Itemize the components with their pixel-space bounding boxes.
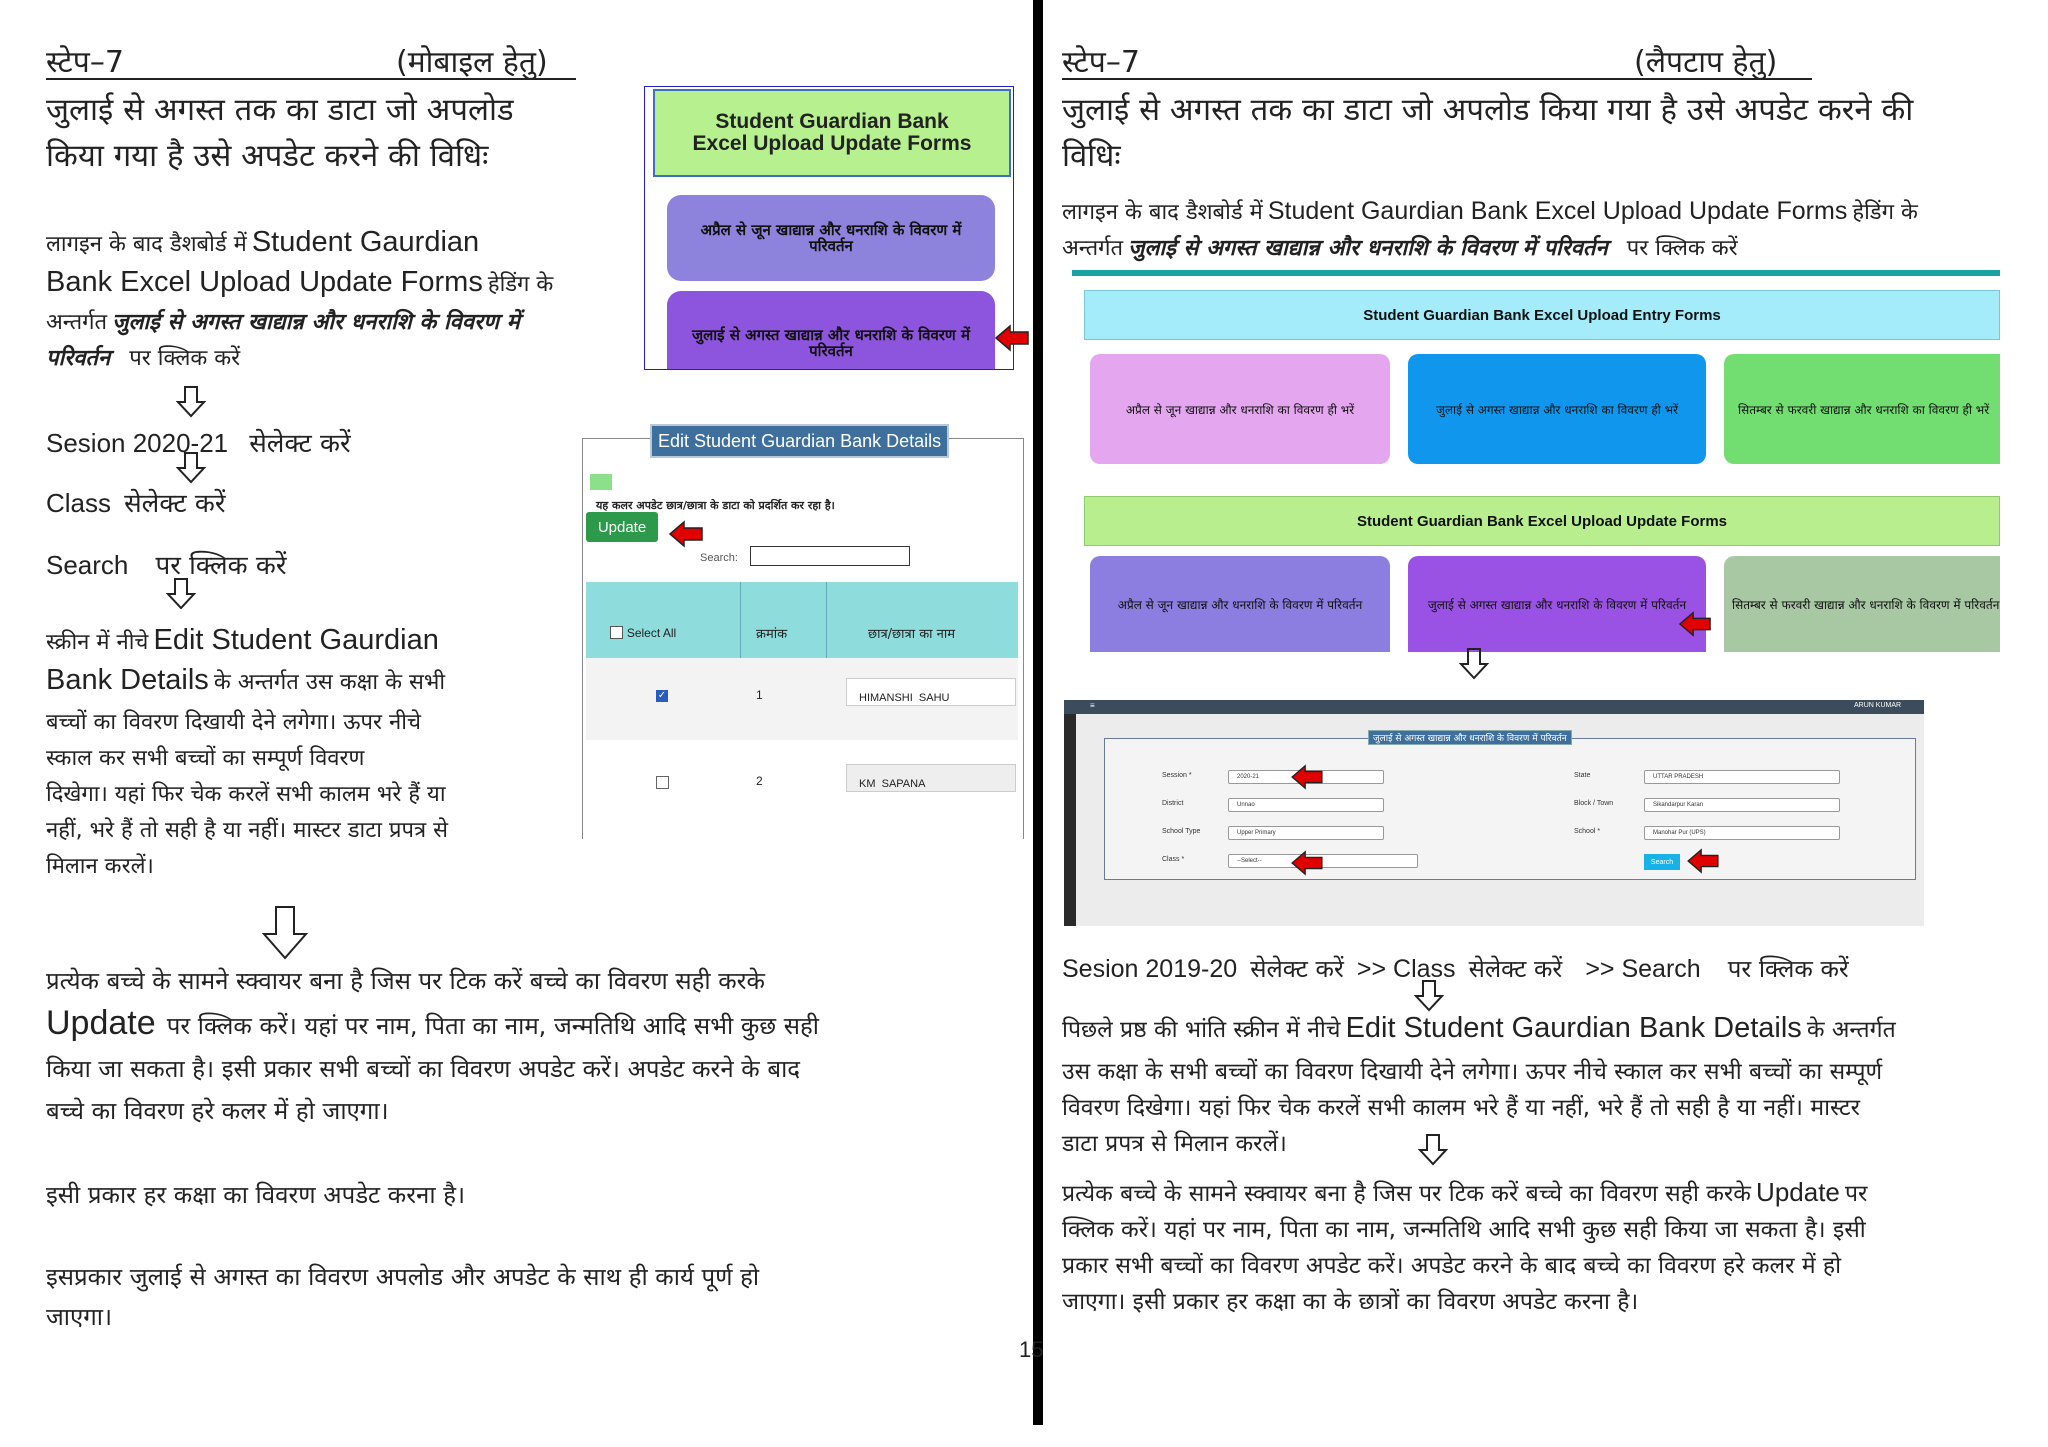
col-serial[interactable]: क्रमांक	[756, 627, 788, 642]
text: जुलाई से अगस्त खाद्यान्न और धनराशि का विवरण ही भरें	[1435, 402, 1679, 417]
down-arrow-icon	[262, 906, 308, 960]
right-para2-line4: डाटा प्रपत्र से मिलान करलें।	[1062, 1131, 1287, 1157]
school-select[interactable]	[1644, 826, 1840, 840]
text: Upper Primary	[1237, 830, 1276, 836]
down-arrow-icon	[1458, 648, 1490, 680]
text: Search	[1650, 858, 1674, 866]
text: पर क्लिक करें	[129, 346, 241, 371]
text: सितम्बर से फरवरी खाद्यान्न और धनराशि का विवरण ही भरें	[1738, 402, 1990, 417]
state-label: State	[1574, 772, 1591, 779]
down-arrow-icon	[166, 578, 196, 610]
text: सितम्बर से फरवरी खाद्यान्न और धनराशि के विवरण में परिवर्तन	[1732, 597, 2000, 612]
row-checkbox-checked[interactable]: ✓	[657, 690, 667, 701]
july-august-update-button[interactable]	[667, 291, 995, 369]
district-label: District	[1162, 800, 1184, 807]
down-arrow-icon	[1414, 980, 1444, 1012]
session-label: Session *	[1162, 772, 1192, 779]
right-para1-line2	[1062, 232, 1738, 262]
right-para2-line2: उस कक्षा के सभी बच्चों का विवरण दिखायी देने लगेगा। ऊपर नीचे स्काल कर सभी बच्चों का सम्पूर्ण	[1062, 1059, 1883, 1085]
update-tile-sep-feb[interactable]	[1724, 556, 2000, 652]
entry-forms-header	[1084, 290, 2000, 340]
down-arrow-icon	[176, 452, 206, 484]
text: Update	[597, 518, 647, 536]
right-para3-line1	[1062, 1176, 1867, 1208]
text: जुलाई से अगस्त खाद्यान्न और धनराशि के विवरण में परिवर्तन	[692, 326, 970, 360]
menu-icon[interactable]: ≡	[1090, 701, 1095, 710]
left-para2-line5: दिखेगा। यहां फिर चेक करलें सभी कालम भरे हैं या	[46, 782, 446, 807]
text: अप्रैल से जून खाद्यान्न और धनराशि के विवरण में परिवर्तन	[700, 221, 962, 255]
left-para1-line3	[46, 306, 520, 336]
text: KM SAPANA	[859, 778, 926, 790]
search-input[interactable]	[750, 546, 910, 566]
text: लागइन के बाद डैशबोर्ड में	[1062, 200, 1263, 225]
left-para3-line1: प्रत्येक बच्चे के सामने स्क्वायर बना है जिस पर टिक करें बच्चे का विवरण सही करके	[46, 967, 765, 995]
form-sidebar	[1064, 714, 1076, 926]
right-para3-line3: प्रकार सभी बच्चों का विवरण अपडेट करें। अपडेट करने के बाद बच्चे का विवरण हरे कलर में हो	[1062, 1253, 1842, 1279]
left-para1-line4	[46, 342, 240, 372]
screenshot-edit-details	[578, 416, 1030, 840]
left-para2-line1	[46, 624, 439, 657]
left-para2-line2	[46, 664, 445, 697]
entry-tile-jul-aug[interactable]	[1408, 354, 1706, 464]
left-heading-line1: जुलाई से अगस्त तक का डाटा जो अपलोड	[46, 92, 514, 128]
left-para5-line1: इसप्रकार जुलाई से अगस्त का विवरण अपलोड और अपडेट के साथ ही कार्य पूर्ण हो	[46, 1263, 760, 1291]
text: Edit Student Gaurdian	[153, 624, 439, 656]
green-color-legend	[590, 474, 612, 490]
state-select[interactable]	[1644, 770, 1840, 784]
form-topbar	[1064, 700, 1924, 714]
text: अन्तर्गत	[1062, 236, 1124, 261]
text: सेलेक्ट करें	[1468, 955, 1563, 983]
text: Sesion 2020-21	[46, 428, 229, 458]
left-para1-line1	[46, 226, 479, 259]
left-step-search	[46, 546, 287, 582]
down-arrow-icon	[176, 386, 206, 418]
text: Bank Excel Upload Update Forms	[46, 266, 483, 298]
text: पर क्लिक करें। यहां पर नाम, पिता का नाम, जन्मतिथि आदि सभी कुछ सही	[166, 1012, 819, 1040]
text: सेलेक्ट करें	[249, 429, 351, 459]
left-para2-line3: बच्चों का विवरण दिखायी देने लगेगा। ऊपर नीचे	[46, 710, 421, 735]
april-june-update-button[interactable]	[667, 195, 995, 281]
text: परिवर्तन	[46, 346, 111, 371]
row-checkbox[interactable]	[656, 776, 669, 789]
col-name[interactable]: छात्र/छात्रा का नाम	[868, 627, 956, 642]
text: जुलाई से अगस्त खाद्यान्न और धनराशि के विवरण में परिवर्तन	[1128, 236, 1608, 261]
right-step-heading	[1062, 40, 1812, 80]
red-pointer-icon	[1678, 610, 1712, 638]
text: अप्रैल से जून खाद्यान्न और धनराशि का विवरण ही भरें	[1125, 402, 1355, 417]
col-divider	[740, 582, 741, 658]
text: स्क्रीन में नीचे	[46, 630, 149, 655]
district-select[interactable]	[1228, 798, 1384, 812]
text: Manohar Pur (UPS)	[1653, 830, 1706, 836]
update-tile-jul-aug[interactable]	[1408, 556, 1706, 652]
text: Sesion 2019-20	[1062, 955, 1238, 983]
right-heading-line1: जुलाई से अगस्त तक का डाटा जो अपलोड किया गया है उसे अपडेट करने की	[1062, 92, 1914, 128]
col-divider	[826, 582, 827, 658]
schooltype-label: School Type	[1162, 828, 1201, 835]
text: जुलाई से अगस्त खाद्यान्न और धनराशि के विवरण में परिवर्तन	[1427, 597, 1687, 612]
right-para3-line4: जाएगा। इसी प्रकार हर कक्षा का के छात्रों का विवरण अपडेट करना है।	[1062, 1289, 1639, 1315]
text: पर क्लिक करें	[1727, 955, 1849, 983]
col-select-all[interactable]	[610, 626, 676, 640]
red-pointer-icon	[1290, 850, 1324, 876]
edit-details-legend	[650, 424, 949, 458]
text: पर	[1844, 1181, 1868, 1207]
right-para2-line3: विवरण दिखेगा। यहां फिर चेक करलें सभी कालम भरे हैं या नहीं, भरे हैं तो सही है या नहीं। मास्टर	[1062, 1095, 1860, 1121]
block-label: Block / Town	[1574, 800, 1614, 807]
right-device-tag: (लैपटाप हेतु)	[1634, 45, 1778, 80]
table-row	[586, 740, 1018, 840]
text: सेलेक्ट करें	[124, 489, 226, 519]
text: Bank Details	[46, 664, 209, 696]
text: Edit Student Gaurdian Bank Details	[1345, 1012, 1802, 1044]
left-para2-line7: मिलान करलें।	[46, 854, 154, 879]
screenshot-update-forms	[644, 86, 1014, 370]
right-heading-line2: विधिः	[1062, 138, 1121, 174]
update-forms-header-text: Student Guardian Bank Excel Upload Update Forms	[692, 110, 972, 155]
left-para4: इसी प्रकार हर कक्षा का विवरण अपडेट करना है।	[46, 1181, 466, 1209]
update-tile-apr-jun[interactable]	[1090, 556, 1390, 652]
update-button[interactable]	[586, 512, 658, 542]
row-name-field[interactable]	[846, 678, 1016, 706]
text: पर क्लिक करें	[1626, 236, 1738, 261]
update-forms-header	[653, 89, 1011, 177]
red-pointer-icon	[1290, 764, 1324, 790]
text: 2020-21	[1237, 774, 1260, 780]
entry-tile-apr-jun[interactable]	[1090, 354, 1390, 464]
text: Student Guardian Bank Excel Upload Entry Forms	[1363, 306, 1721, 324]
left-heading-line2: किया गया है उसे अपडेट करने की विधिः	[46, 138, 489, 174]
left-para3-line2	[46, 1004, 819, 1043]
page-divider	[1033, 0, 1043, 1425]
page-number: 15	[1019, 1337, 1044, 1362]
text: HIMANSHI SAHU	[859, 692, 950, 704]
text: Student Gaurdian	[251, 226, 480, 258]
right-steps-line	[1062, 952, 1849, 985]
text: पर क्लिक करें	[155, 551, 287, 581]
text: हेडिंग के	[487, 272, 554, 297]
left-step-title: स्टेप–7	[46, 45, 124, 80]
select-all-checkbox[interactable]	[610, 626, 623, 639]
text: Select All	[626, 626, 677, 640]
left-device-tag: (मोबाइल हेतु)	[396, 45, 548, 80]
screenshot-search-form	[1064, 700, 1924, 926]
text: लागइन के बाद डैशबोर्ड में	[46, 232, 247, 257]
red-pointer-icon	[994, 324, 1030, 352]
form-legend: जुलाई से अगस्त खाद्यान्न और धनराशि के विवरण में परिवर्तन	[1368, 730, 1572, 745]
down-arrow-icon	[1418, 1134, 1448, 1166]
text: प्रत्येक बच्चे के सामने स्क्वायर बना है जिस पर टिक करें बच्चे का विवरण सही करके	[1062, 1181, 1751, 1207]
left-para3-line3: किया जा सकता है। इसी प्रकार सभी बच्चों का विवरण अपडेट करें। अपडेट करने के बाद	[46, 1055, 801, 1083]
red-pointer-icon	[668, 520, 704, 548]
left-para1-line2	[46, 266, 553, 299]
text: के अन्तर्गत	[1806, 1017, 1896, 1043]
text: पिछले प्रष्ठ की भांति स्क्रीन में नीचे	[1062, 1017, 1341, 1043]
row-name-field[interactable]	[846, 764, 1016, 792]
entry-tile-sep-feb[interactable]	[1724, 354, 2000, 464]
text: के अन्तर्गत उस कक्षा के सभी	[213, 670, 446, 695]
table-row	[586, 658, 1018, 741]
text: Class	[46, 488, 112, 518]
update-forms-header	[1084, 496, 2000, 546]
search-button[interactable]	[1644, 854, 1680, 870]
text: Sikandarpur Karan	[1653, 802, 1704, 808]
text: Search	[46, 550, 129, 580]
left-para2-line4: स्काल कर सभी बच्चों का सम्पूर्ण विवरण	[46, 746, 365, 771]
left-step-class	[46, 484, 225, 520]
right-step-title: स्टेप–7	[1062, 45, 1140, 80]
text: सेलेक्ट करें	[1250, 955, 1344, 983]
screenshot-dashboard	[1072, 270, 2000, 646]
row-serial: 1	[756, 688, 763, 702]
user-name[interactable]: ARUN KUMAR	[1854, 702, 1902, 709]
text: Student Guardian Bank Excel Upload Update Forms	[1356, 512, 1728, 530]
color-legend-note: यह कलर अपडेट छात्र/छात्रा के डाटा को प्रदर्शित कर रहा है।	[596, 499, 835, 512]
table-header	[586, 582, 1018, 658]
block-select[interactable]	[1644, 798, 1840, 812]
text: अन्तर्गत	[46, 310, 108, 335]
text: --Select--	[1237, 858, 1262, 864]
text: हेडिंग के	[1852, 200, 1918, 225]
school-label: School *	[1574, 828, 1601, 835]
row-serial: 2	[756, 774, 763, 788]
text: Update	[1756, 1177, 1840, 1207]
text: Edit Student Guardian Bank Details	[658, 430, 942, 451]
class-label: Class *	[1162, 856, 1185, 863]
text: जुलाई से अगस्त खाद्यान्न और धनराशि के विवरण में	[112, 310, 520, 335]
right-para3-line2: क्लिक करें। यहां पर नाम, पिता का नाम, जन्मतिथि आदि सभी कुछ सही किया जा सकता है। इसी	[1062, 1217, 1866, 1243]
text: Unnao	[1237, 802, 1255, 808]
left-para2-line6: नहीं, भरे हैं तो सही है या नहीं। मास्टर डाटा प्रपत्र से	[46, 818, 448, 843]
right-para2-line1	[1062, 1012, 1896, 1045]
schooltype-select[interactable]	[1228, 826, 1384, 840]
left-step-heading	[46, 40, 576, 80]
red-pointer-icon	[1686, 848, 1720, 874]
left-para3-line4: बच्चे का विवरण हरे कलर में हो जाएगा।	[46, 1097, 389, 1125]
search-label: Search:	[700, 552, 738, 564]
left-para5-line2: जाएगा।	[46, 1303, 113, 1331]
text: Student Gaurdian Bank Excel Upload Update Forms	[1267, 197, 1848, 225]
text: >> Search	[1585, 955, 1701, 983]
text: Update	[46, 1004, 156, 1042]
text: अप्रैल से जून खाद्यान्न और धनराशि के विवरण में परिवर्तन	[1117, 597, 1363, 612]
text: UTTAR PRADESH	[1653, 774, 1704, 780]
text: >> Class	[1356, 955, 1456, 983]
right-para1-line1	[1062, 196, 1918, 226]
